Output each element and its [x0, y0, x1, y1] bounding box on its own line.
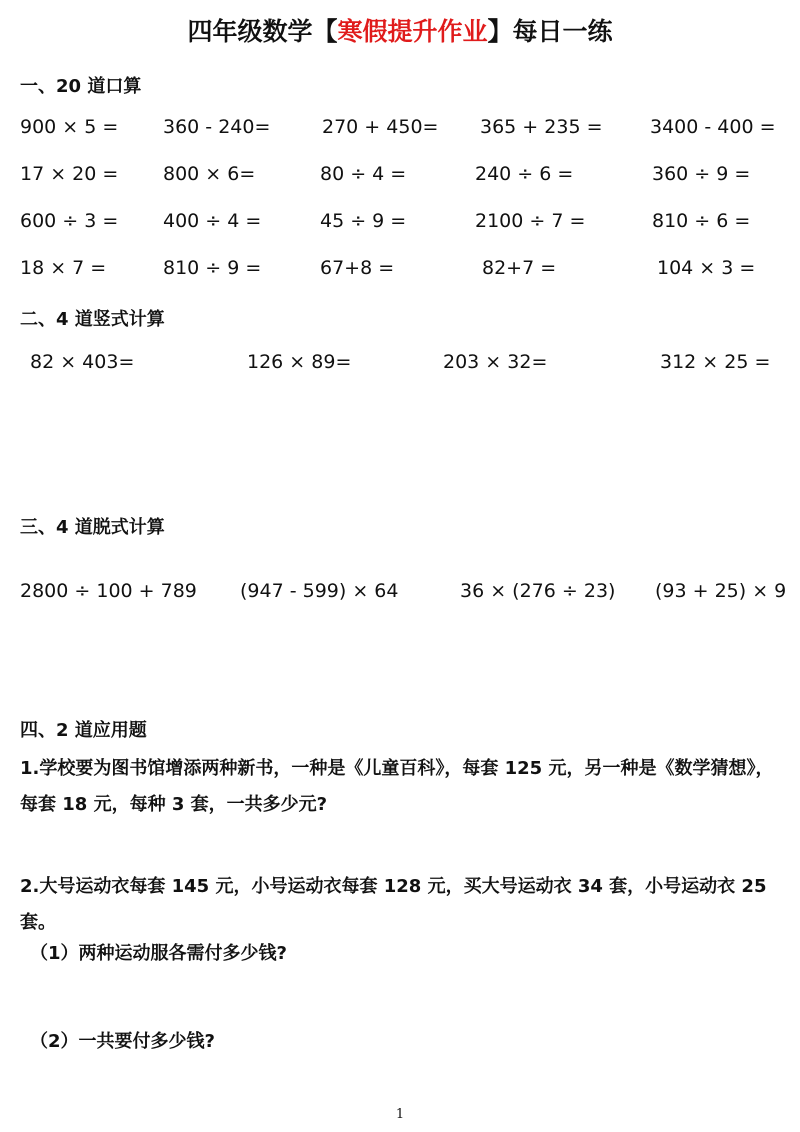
oral-problem: 270 + 450= — [322, 116, 439, 138]
oral-problem: 45 ÷ 9 = — [320, 210, 407, 232]
vertical-calc-problem: 126 × 89= — [247, 351, 352, 373]
vertical-calc-problem: 82 × 403= — [30, 351, 135, 373]
oral-problem: 240 ÷ 6 = — [475, 163, 574, 185]
stepwise-calc-problem: (93 + 25) × 9 — [655, 580, 787, 602]
oral-problem: 900 × 5 = — [20, 116, 119, 138]
title-highlight: 寒假提升作业 — [337, 17, 488, 46]
word-problem-2: 2.大号运动衣每套 145 元，小号运动衣每套 128 元，买大号运动衣 34 套，小号运动衣 25 套。 — [20, 876, 767, 933]
oral-problem: 67+8 = — [320, 257, 395, 279]
section2-heading: 二、4 道竖式计算 — [20, 309, 165, 330]
oral-problem: 810 ÷ 6 = — [652, 210, 751, 232]
oral-problem: 3400 - 400 = — [650, 116, 776, 138]
section3-heading: 三、4 道脱式计算 — [20, 517, 165, 538]
oral-problem: 2100 ÷ 7 = — [475, 210, 586, 232]
oral-problem: 17 × 20 = — [20, 163, 119, 185]
oral-problem: 360 ÷ 9 = — [652, 163, 751, 185]
oral-problem: 18 × 7 = — [20, 257, 107, 279]
oral-problem: 365 + 235 = — [480, 116, 603, 138]
vertical-calc-problem: 312 × 25 = — [660, 351, 771, 373]
oral-problem: 400 ÷ 4 = — [163, 210, 262, 232]
stepwise-calc-problem: (947 - 599) × 64 — [240, 580, 399, 602]
page-number: 1 — [395, 1107, 405, 1122]
section4-heading: 四、2 道应用题 — [20, 720, 147, 741]
vertical-calc-problem: 203 × 32= — [443, 351, 548, 373]
title-prefix: 四年级数学【 — [187, 17, 338, 46]
page-title — [0, 12, 800, 48]
word-problem-1: 1.学校要为图书馆增添两种新书，一种是《儿童百科》，每套 125 元，另一种是《数学猜想》，每套 18 元，每种 3 套，一共多少元? — [20, 758, 774, 815]
oral-problem: 82+7 = — [482, 257, 557, 279]
title-suffix: 】每日一练 — [487, 17, 613, 46]
oral-problem: 360 - 240= — [163, 116, 271, 138]
stepwise-calc-problem: 36 × (276 ÷ 23) — [460, 580, 616, 602]
oral-problem: 600 ÷ 3 = — [20, 210, 119, 232]
section1-heading: 一、20 道口算 — [20, 76, 142, 97]
oral-problem: 800 × 6= — [163, 163, 256, 185]
oral-problem: 80 ÷ 4 = — [320, 163, 407, 185]
word-problem-2-part-2: （2）一共要付多少钱? — [30, 1031, 215, 1052]
stepwise-calc-problem: 2800 ÷ 100 + 789 — [20, 580, 197, 602]
oral-problem: 104 × 3 = — [657, 257, 756, 279]
word-problem-2-part-1: （1）两种运动服各需付多少钱? — [30, 943, 287, 964]
oral-problem: 810 ÷ 9 = — [163, 257, 262, 279]
